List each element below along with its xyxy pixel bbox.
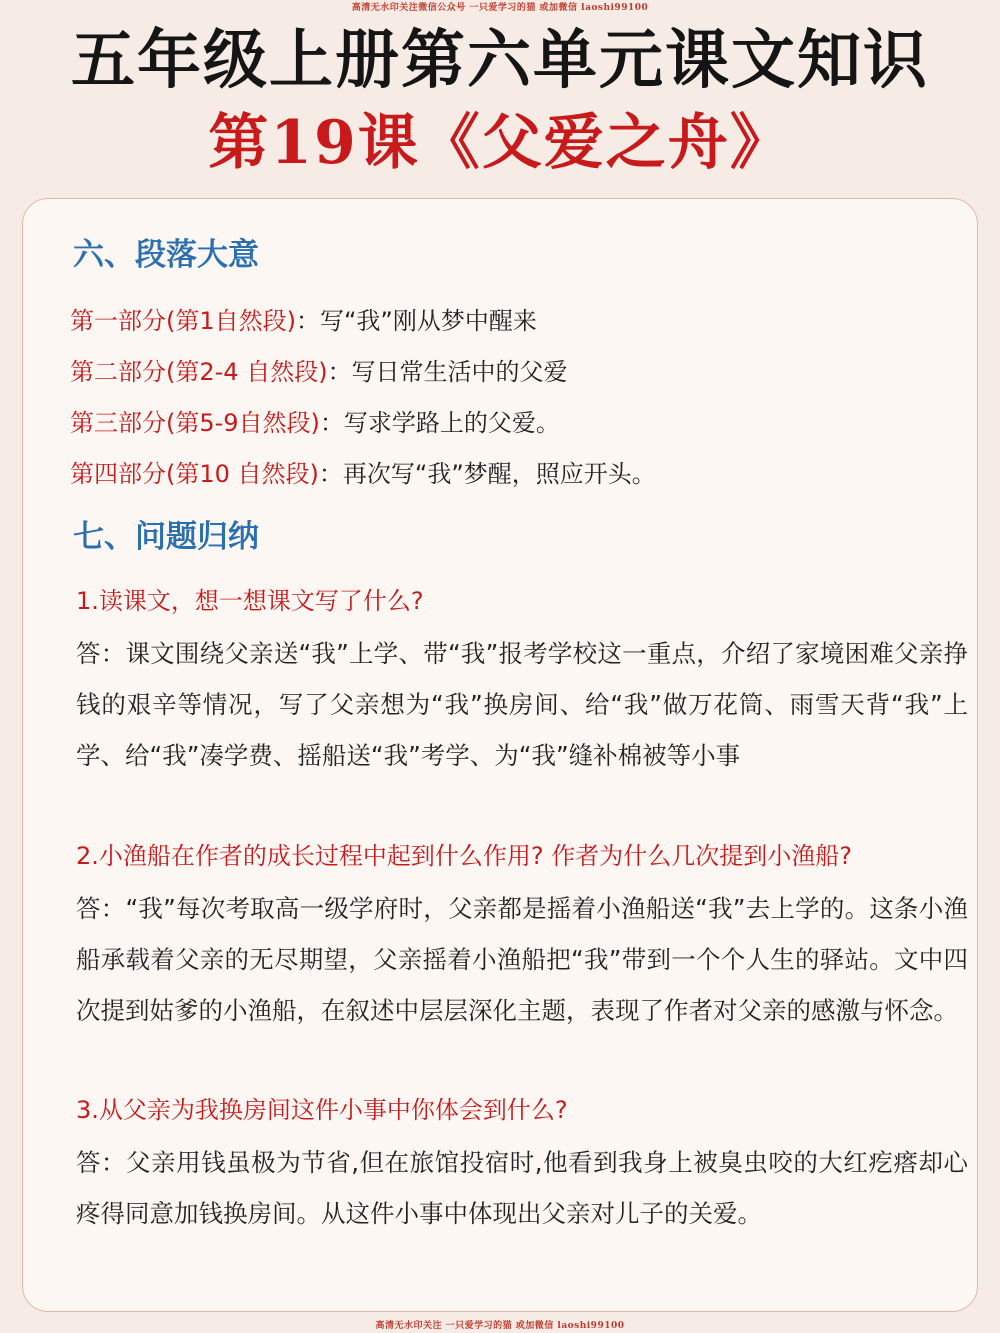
paragraph-label: 第四部分(第10 自然段)	[70, 460, 319, 488]
paragraph-label: 第三部分(第5-9自然段)	[70, 409, 320, 437]
paragraph-desc: ：写“我”刚从梦中醒来	[296, 307, 537, 335]
paragraph-summary-3	[70, 407, 560, 439]
paragraph-summary-4	[70, 458, 656, 490]
paragraph-desc: ：写求学路上的父爱。	[319, 409, 560, 437]
answer-2: 答：“我”每次考取高一级学府时，父亲都是摇着小渔船送“我”去上学的。这条小渔船承载着父亲的无尽期望，父亲摇着小渔船把“我”带到一个个人生的驿站。文中四次提到姑爹的小渔船，在叙述中层层深化主题，表现了作者对父亲的感激与怀念。	[76, 894, 968, 1025]
question-2: 2.小渔船在作者的成长过程中起到什么作用? 作者为什么几次提到小渔船?	[76, 842, 853, 870]
paragraph-desc: ：写日常生活中的父爱	[327, 358, 568, 386]
paragraph-summary-2	[70, 356, 568, 388]
question-3: 3.从父亲为我换房间这件小事中你体会到什么?	[76, 1096, 568, 1124]
question-1: 1.读课文，想一想课文写了什么?	[76, 587, 424, 615]
answer-3: 答：父亲用钱虽极为节省,但在旅馆投宿时,他看到我身上被臭虫咬的大红疙瘩却心疼得同意加钱换房间。从这件小事中体现出父亲对儿子的关爱。	[76, 1148, 968, 1228]
page-title: 五年级上册第六单元课文知识	[71, 23, 929, 98]
watermark-top: 高清无水印关注微信公众号 一只爱学习的猫 或加微信 laoshi99100	[351, 3, 649, 13]
section-7-title: 七、问题归纳	[73, 519, 259, 555]
answer-1: 答：课文围绕父亲送“我”上学、带“我”报考学校这一重点，介绍了家境困难父亲挣钱的艰辛等情况，写了父亲想为“我”换房间、给“我”做万花筒、雨雪天背“我”上学、给“我”凑学费、摇船送“我”考学、为“我”缝补棉被等小事	[76, 639, 968, 770]
section-6-title: 六、段落大意	[73, 237, 259, 273]
content-card	[22, 198, 978, 1312]
paragraph-label: 第一部分(第1自然段)	[70, 307, 296, 335]
paragraph-label: 第二部分(第2-4 自然段)	[70, 358, 328, 386]
paragraph-desc: ：再次写“我”梦醒，照应开头。	[318, 460, 656, 488]
paragraph-summary-1	[70, 305, 537, 337]
lesson-title: 第19课《父爱之舟》	[208, 108, 792, 178]
watermark-bottom: 高清无水印关注 一只爱学习的猫 或加微信 laoshi99100	[375, 1321, 625, 1331]
